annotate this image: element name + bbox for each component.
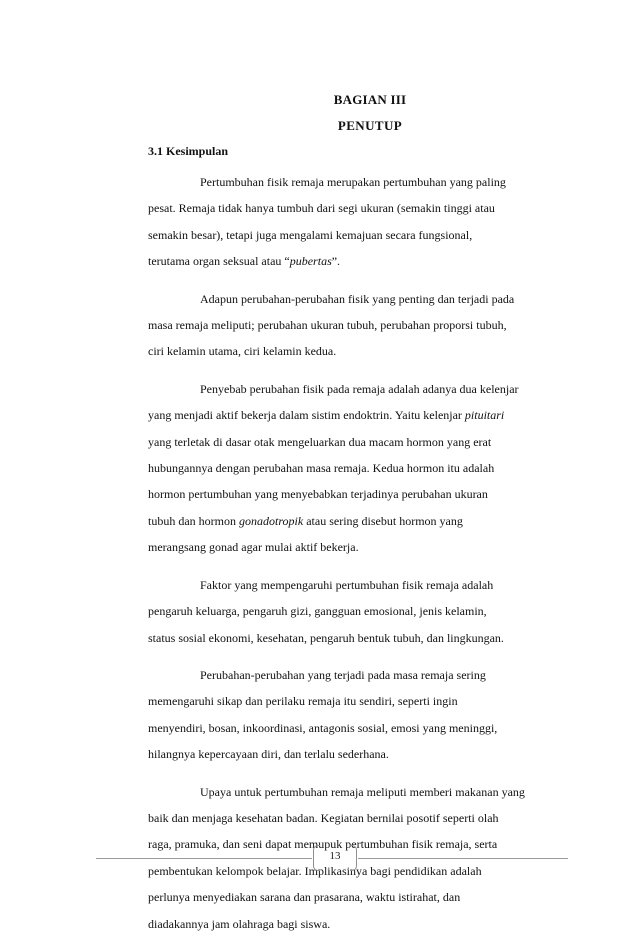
- paragraph-line: semakin besar), tetapi juga mengalami kemajuan secara fungsional,: [148, 227, 473, 242]
- paragraph-line: Adapun perubahan-perubahan fisik yang penting dan terjadi pada: [200, 291, 515, 306]
- italic-term: pituitari: [464, 408, 505, 423]
- paragraph-line: hormon pertumbuhan yang menyebabkan terjadinya perubahan ukuran: [148, 487, 488, 502]
- paragraph-line: hubungannya dengan perubahan masa remaja. Kedua hormon itu adalah: [148, 461, 495, 476]
- paragraph-line: Pertumbuhan fisik remaja merupakan pertumbuhan yang paling: [200, 175, 506, 189]
- paragraph-line: ciri kelamin utama, ciri kelamin kedua.: [148, 344, 337, 359]
- paragraph-line: menyendiri, bosan, inkoordinasi, antagonis sosial, emosi yang meninggi,: [148, 720, 498, 735]
- page-number-frame: [313, 845, 357, 871]
- paragraph: [148, 169, 548, 275]
- footer-rule-right: [358, 858, 568, 859]
- paragraph-line: diadakannya jam olahraga bagi siswa.: [148, 916, 331, 931]
- paragraph-line: memengaruhi sikap dan perilaku remaja itu sendiri, seperti ingin: [148, 694, 458, 709]
- section-heading: 3.1 Kesimpulan: [148, 144, 229, 158]
- italic-term: gonadotropik: [239, 513, 304, 528]
- paragraph-line: pengaruh keluarga, pengaruh gizi, gangguan emosional, jenis kelamin,: [148, 604, 487, 619]
- paragraph-line: yang terletak di dasar otak mengeluarkan dua macam hormon yang erat: [148, 434, 492, 449]
- paragraph-line: masa remaja meliputi; perubahan ukuran tubuh, perubahan proporsi tubuh,: [148, 318, 507, 333]
- paragraph-line: baik dan menjaga kesehatan badan. Kegiatan bernilai posotif seperti olah: [148, 810, 499, 825]
- paragraph-line: Perubahan-perubahan yang terjadi pada masa remaja sering: [200, 667, 486, 682]
- paragraph-line: hilangnya kepercayaan diri, dan terlalu sederhana.: [148, 747, 389, 762]
- paragraph-line: yang menjadi aktif bekerja dalam sistim endoktrin. Yaitu kelenjar pituitari: [148, 408, 505, 423]
- paragraph: [148, 376, 548, 561]
- paragraph-line: perlunya menyediakan sarana dan prasarana, waktu istirahat, dan: [148, 890, 461, 905]
- paragraph-line: pembentukan kelompok belajar. Implikasinya bagi pendidikan adalah: [148, 863, 482, 878]
- paragraph-line: Upaya untuk pertumbuhan remaja meliputi memberi makanan yang: [200, 784, 525, 799]
- page-number: 13: [329, 850, 341, 862]
- paragraph-line: Faktor yang mempengaruhi pertumbuhan fisik remaja adalah: [200, 577, 494, 592]
- paragraph-line: Penyebab perubahan fisik pada remaja adalah adanya dua kelenjar: [200, 381, 519, 396]
- paragraph-line: pesat. Remaja tidak hanya tumbuh dari segi ukuran (semakin tinggi atau: [148, 201, 495, 216]
- paragraph-line: tubuh dan hormon gonadotropik atau sering disebut hormon yang: [148, 513, 463, 528]
- paragraph-line: merangsang gonad agar mulai aktif bekerja.: [148, 540, 359, 555]
- chapter-title: PENUTUP: [337, 118, 403, 133]
- footer-rule-left: [96, 858, 312, 859]
- chapter-label: BAGIAN III: [333, 92, 407, 107]
- paragraph: [148, 286, 548, 365]
- italic-term: pubertas: [289, 254, 332, 269]
- paragraph: [148, 572, 548, 651]
- paragraph: [148, 662, 548, 768]
- paragraph-line: raga, pramuka, dan seni dapat memupuk pertumbuhan fisik remaja, serta: [148, 837, 498, 852]
- paragraph-line: status sosial ekonomi, kesehatan, pengaruh bentuk tubuh, dan lingkungan.: [148, 630, 504, 645]
- body-text: [148, 169, 548, 948]
- paragraph-line: terutama organ seksual atau “pubertas”.: [148, 254, 341, 269]
